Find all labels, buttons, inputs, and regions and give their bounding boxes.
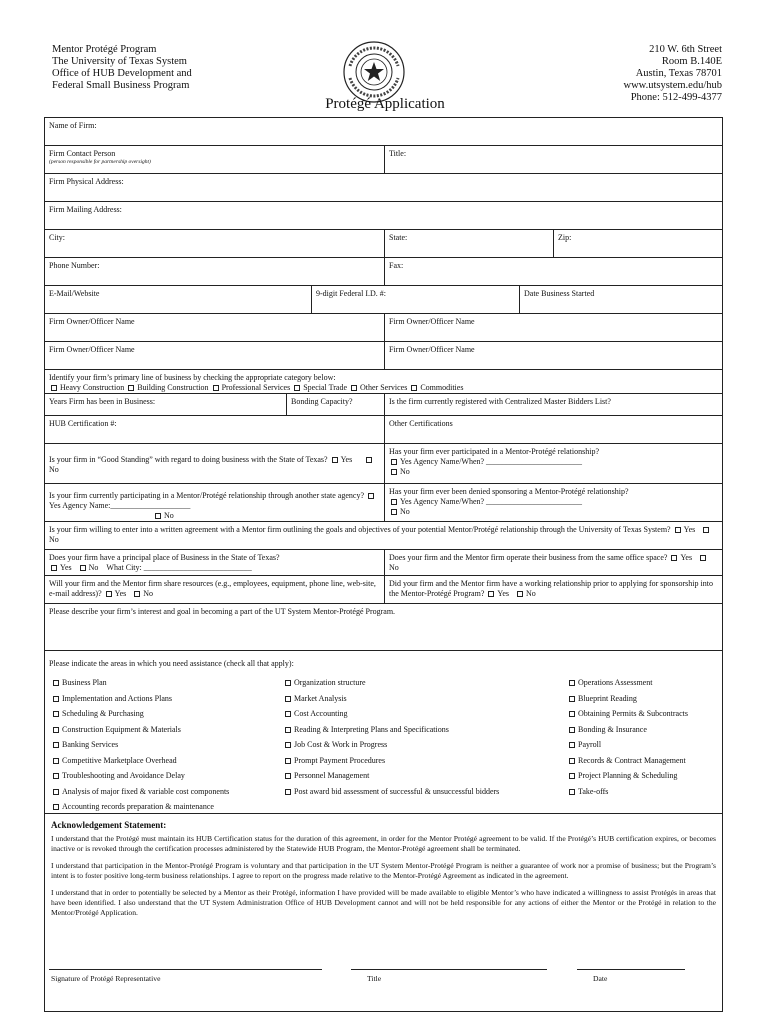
checkbox-yes[interactable] <box>391 459 397 465</box>
system-name: The University of Texas System <box>52 56 187 67</box>
checkbox-no[interactable] <box>80 565 86 571</box>
category-options <box>49 383 718 393</box>
acknowledgement-paragraph: I understand that participation in the Mentor-Protégé Program is voluntary and that participation in the UT System Mentor-Protégé Program is neither a guarantee of work nor a promise of business; but the Program’s intent is to foster positive long-term business relationships. I agree to report on the progress made relative to the Mentor-Protégé Agreement as indicated in the agreement. <box>51 861 716 880</box>
checkbox-no[interactable] <box>155 513 161 519</box>
checkbox[interactable] <box>53 696 59 702</box>
checkbox-no[interactable] <box>391 509 397 515</box>
checkbox-no[interactable] <box>517 591 523 597</box>
assistance-option <box>283 787 499 797</box>
checkbox[interactable] <box>53 789 59 795</box>
good-standing-label: Is your firm in “Good Standing” with regard to doing business with the State of Texas? <box>49 455 328 464</box>
checkbox[interactable] <box>285 680 291 686</box>
program-name: Mentor Protégé Program <box>52 44 157 55</box>
contact-note: (person responsible for partnership oversight) <box>49 159 151 165</box>
checkbox[interactable] <box>53 680 59 686</box>
row-agreement <box>45 522 722 550</box>
checkbox[interactable] <box>53 773 59 779</box>
mp-denied-label: Has your firm ever been denied sponsoring a Mentor-Protégé relationship? <box>389 487 629 496</box>
assistance-option-label: Post award bid assessment of successful & unsuccessful bidders <box>294 786 500 796</box>
room: Room B.140E <box>661 56 722 67</box>
assistance-option <box>283 771 369 781</box>
row-owners-1 <box>45 314 722 342</box>
assistance-option-label: Troubleshooting and Avoidance Delay <box>62 771 185 780</box>
assistance-option <box>567 694 637 704</box>
row-mailing-address <box>45 202 722 230</box>
checkbox[interactable] <box>569 680 575 686</box>
street: 210 W. 6th Street <box>649 44 722 55</box>
row-business-line <box>45 370 722 394</box>
row-years-bonding <box>45 394 722 416</box>
principal-place-field <box>45 550 384 575</box>
signature-label: Signature of Protégé Representative <box>51 974 161 983</box>
assistance-option <box>567 771 677 781</box>
fax-field[interactable] <box>384 258 722 285</box>
mp-current-label: Is your firm currently participating in a Mentor/Protégé relationship through another state agency? <box>49 491 365 500</box>
assistance-option-label: Blueprint Reading <box>578 693 637 703</box>
checkbox-no[interactable] <box>700 555 706 561</box>
title-sig-label: Title <box>367 974 382 983</box>
good-standing-field <box>45 444 384 483</box>
mp-participated-field <box>384 444 722 483</box>
acknowledgement-body <box>45 814 722 1013</box>
category-label: Professional Services <box>221 383 291 392</box>
assistance-option <box>283 725 449 735</box>
bonding-field[interactable] <box>286 394 384 415</box>
no-label: No <box>400 467 410 476</box>
university-seal-icon <box>342 40 406 104</box>
owner-field-2[interactable] <box>384 314 722 341</box>
mailing-address-field[interactable] <box>45 202 722 229</box>
cmbl-field[interactable] <box>384 394 722 415</box>
no-label: No <box>526 589 536 598</box>
checkbox[interactable] <box>411 385 417 391</box>
phone: Phone: 512-499-4377 <box>630 92 722 103</box>
assistance-option-label: Accounting records preparation & maintenance <box>62 802 214 811</box>
date-started-label: Date Business Started <box>524 289 595 298</box>
address-block <box>624 44 722 104</box>
contact-person-field[interactable] <box>45 146 384 173</box>
assistance-option <box>567 678 652 688</box>
assistance-option <box>567 725 647 735</box>
no-label: No <box>49 465 59 474</box>
date-label: Date <box>593 974 608 983</box>
checkbox[interactable] <box>53 711 59 717</box>
hub-cert-field[interactable] <box>45 416 384 443</box>
acknowledgement-section <box>45 814 722 1013</box>
checkbox-no[interactable] <box>134 591 140 597</box>
agreement-field <box>45 522 722 549</box>
assistance-option-label: Cost Accounting <box>294 709 348 718</box>
owner-label-1: Firm Owner/Officer Name <box>49 317 135 326</box>
checkbox[interactable] <box>569 696 575 702</box>
areas-prompt: Please indicate the areas in which you need assistance (check all that apply): <box>49 659 294 668</box>
zip-label: Zip: <box>558 233 572 242</box>
application-form <box>44 117 723 1012</box>
checkbox[interactable] <box>294 385 300 391</box>
assistance-option <box>567 756 686 766</box>
checkbox[interactable] <box>569 789 575 795</box>
agency-short-label: Yes Agency Name:____________________ <box>49 501 191 510</box>
agency-yes-label: Yes Agency Name/When? ________________________ <box>400 457 583 466</box>
working-relationship-label: Did your firm and the Mentor firm have a working relationship prior to applying for sponsorship into the Mentor-Protégé Program? <box>389 579 713 598</box>
assistance-option <box>51 694 172 704</box>
category-label: Other Services <box>360 383 408 392</box>
mp-denied-field <box>384 484 722 521</box>
owner-label-2: Firm Owner/Officer Name <box>389 317 475 326</box>
checkbox[interactable] <box>569 773 575 779</box>
email-field[interactable] <box>45 286 311 313</box>
assistance-option-label: Operations Assessment <box>578 678 653 687</box>
sender-block <box>52 44 192 92</box>
assistance-option-label: Business Plan <box>62 678 107 687</box>
assistance-option-label: Records & Contract Management <box>578 755 686 765</box>
checkbox-no[interactable] <box>703 527 709 533</box>
other-cert-label: Other Certifications <box>389 419 453 428</box>
row-share-resources <box>45 576 722 604</box>
city-state: Austin, Texas 78701 <box>635 68 722 79</box>
checkbox[interactable] <box>51 385 57 391</box>
checkbox[interactable] <box>53 758 59 764</box>
mp-current-field <box>45 484 384 521</box>
no-label: No <box>389 563 399 572</box>
assistance-option-label: Obtaining Permits & Subcontracts <box>578 709 688 718</box>
yes-label: Yes <box>60 563 72 572</box>
yes-label: Yes <box>680 553 693 562</box>
checkbox-yes[interactable] <box>488 591 494 597</box>
agreement-label: Is your firm willing to enter into a written agreement with a Mentor firm outlining the goals and objectives of your potential Mentor/Protégé relationship through the University of Texas System? <box>49 525 671 534</box>
agency-yes-label: Yes Agency Name/When? ________________________ <box>400 497 583 506</box>
row-firm-name <box>45 118 722 146</box>
acknowledgement-paragraph: I understand that in order to potentially be selected by a Mentor as their Protégé, information I have provided will be made available to eligible Mentor’s who have indicated a willingness to assist Protégés in areas that have been identified. I also understand that the UT System Administration Office of HUB Development cannot and will not be held responsible for any actions of either the Mentor or the Protégé in relation to the Mentor/Protégé Application. <box>51 888 716 917</box>
assistance-option <box>567 787 608 797</box>
assistance-option <box>51 787 229 797</box>
row-good-standing <box>45 444 722 484</box>
checkbox[interactable] <box>569 711 575 717</box>
years-label: Years Firm has been in Business: <box>49 397 156 406</box>
row-email-id-date <box>45 286 722 314</box>
bonding-label: Bonding Capacity? <box>291 397 353 406</box>
checkbox[interactable] <box>285 758 291 764</box>
acknowledgement-paragraph: I understand that the Protégé must maintain its HUB Certification status for the duration of this agreement, in order for the Mentor Protégé agreement to be valid. If the Protégé’s HUB certification expires, or becomes inactive or is revoked through the certification processes administered by the Statewide HUB Program, the Mentor-Protégé agreement shall be terminated. <box>51 834 716 853</box>
assistance-option-label: Payroll <box>578 740 602 749</box>
checkbox[interactable] <box>53 804 59 810</box>
checkbox-yes[interactable] <box>391 499 397 505</box>
what-city-label: What City: ___________________________ <box>106 563 252 572</box>
federal-id-label: 9-digit Federal I.D. #: <box>316 289 386 298</box>
firm-name-label: Name of Firm: <box>49 121 97 130</box>
date-line[interactable] <box>577 969 685 970</box>
no-label: No <box>164 511 174 520</box>
row-interest <box>45 604 722 651</box>
email-label: E-Mail/Website <box>49 289 100 298</box>
assistance-option <box>51 740 118 750</box>
state-field[interactable] <box>384 230 553 257</box>
no-label: No <box>400 507 410 516</box>
assistance-option-label: Take-offs <box>578 786 609 796</box>
checkbox[interactable] <box>569 742 575 748</box>
no-label: No <box>49 535 59 544</box>
checkbox[interactable] <box>53 742 59 748</box>
title-field[interactable] <box>384 146 722 173</box>
row-contact <box>45 146 722 174</box>
row-owners-2 <box>45 342 722 370</box>
category-label: Commodities <box>420 383 464 392</box>
assistance-option-label: Project Planning & Scheduling <box>578 771 678 780</box>
checkbox-yes[interactable] <box>332 457 338 463</box>
phone-label: Phone Number: <box>49 261 100 270</box>
mp-participated-label: Has your firm ever participated in a Mentor-Protégé relationship? <box>389 447 599 456</box>
working-relationship-field <box>384 576 722 603</box>
row-certifications <box>45 416 722 444</box>
assistance-option <box>51 802 214 812</box>
assistance-option-label: Construction Equipment & Materials <box>62 724 181 734</box>
checkbox[interactable] <box>351 385 357 391</box>
other-cert-field[interactable] <box>384 416 722 443</box>
same-office-label: Does your firm and the Mentor firm operate their business from the same office space? <box>389 553 668 562</box>
owner-field-3[interactable] <box>45 342 384 369</box>
state-label: State: <box>389 233 408 242</box>
zip-field[interactable] <box>553 230 722 257</box>
yes-label: Yes <box>497 589 510 598</box>
category-label: Special Trade <box>303 383 347 392</box>
assistance-option <box>283 709 348 719</box>
checkbox[interactable] <box>285 789 291 795</box>
checkbox[interactable] <box>213 385 219 391</box>
assistance-option <box>51 709 144 719</box>
owner-label-3: Firm Owner/Officer Name <box>49 345 135 354</box>
checkbox[interactable] <box>285 727 291 733</box>
assistance-option <box>51 725 181 735</box>
fax-label: Fax: <box>389 261 404 270</box>
assistance-option <box>283 694 347 704</box>
page-title: Protégé Application <box>325 96 445 112</box>
assistance-option <box>51 678 107 688</box>
row-assistance-areas <box>45 651 722 814</box>
assistance-option-label: Banking Services <box>62 740 119 749</box>
assistance-areas <box>45 651 722 813</box>
assistance-option-label: Job Cost & Work in Progress <box>294 740 388 749</box>
category-label: Building Construction <box>137 383 209 392</box>
principal-place-label: Does your firm have a principal place of Business in the State of Texas? <box>49 553 280 562</box>
share-resources-label: Will your firm and the Mentor firm share resources (e.g., employees, equipment, phone line, web-site, e-mail address)? <box>49 579 376 598</box>
owner-field-4[interactable] <box>384 342 722 369</box>
title-line[interactable] <box>351 969 547 970</box>
checkbox[interactable] <box>569 758 575 764</box>
assistance-option-label: Competitive Marketplace Overhead <box>62 755 177 765</box>
checkbox-no[interactable] <box>366 457 372 463</box>
acknowledgement-title: Acknowledgement Statement: <box>51 820 167 830</box>
yes-label: Yes <box>340 455 353 464</box>
firm-name-field[interactable] <box>45 118 722 145</box>
checkbox-yes[interactable] <box>51 565 57 571</box>
assistance-option <box>567 740 601 750</box>
checkbox[interactable] <box>128 385 134 391</box>
contact-person-label: Firm Contact Person <box>49 149 116 158</box>
hub-cert-label: HUB Certification #: <box>49 419 117 428</box>
office-name-2: Federal Small Business Program <box>52 80 190 91</box>
city-label: City: <box>49 233 66 242</box>
row-mp-current <box>45 484 722 522</box>
checkbox[interactable] <box>285 773 291 779</box>
assistance-option-label: Reading & Interpreting Plans and Specifications <box>294 724 449 734</box>
signature-line[interactable] <box>49 969 322 970</box>
row-phone-fax <box>45 258 722 286</box>
checkbox-yes[interactable] <box>675 527 681 533</box>
date-started-field[interactable] <box>519 286 722 313</box>
assistance-option-label: Organization structure <box>294 678 366 687</box>
assistance-option <box>51 756 177 766</box>
share-resources-field <box>45 576 384 603</box>
checkbox-yes[interactable] <box>671 555 677 561</box>
assistance-option-label: Implementation and Actions Plans <box>62 693 172 703</box>
checkbox-yes[interactable] <box>368 493 374 499</box>
checkbox[interactable] <box>285 711 291 717</box>
physical-address-field[interactable] <box>45 174 722 201</box>
owner-label-4: Firm Owner/Officer Name <box>389 345 475 354</box>
checkbox-yes[interactable] <box>106 591 112 597</box>
assistance-option <box>283 756 385 766</box>
category-label: Heavy Construction <box>60 383 125 392</box>
checkbox[interactable] <box>285 742 291 748</box>
assistance-option-label: Scheduling & Purchasing <box>62 709 144 718</box>
city-field[interactable] <box>45 230 384 257</box>
assistance-option-label: Market Analysis <box>294 693 347 703</box>
website: www.utsystem.edu/hub <box>623 80 722 91</box>
business-line-label: Identify your firm’s primary line of business by checking the appropriate category below: <box>49 373 336 382</box>
owner-field-1[interactable] <box>45 314 384 341</box>
phone-field[interactable] <box>45 258 384 285</box>
federal-id-field[interactable] <box>311 286 519 313</box>
checkbox[interactable] <box>285 696 291 702</box>
assistance-option-label: Prompt Payment Procedures <box>294 755 386 765</box>
no-label: No <box>88 563 99 572</box>
same-office-field <box>384 550 722 575</box>
assistance-option-label: Analysis of major fixed & variable cost components <box>62 786 230 796</box>
checkbox[interactable] <box>53 727 59 733</box>
checkbox[interactable] <box>569 727 575 733</box>
office-name: Office of HUB Development and <box>52 68 192 79</box>
assistance-option <box>567 709 688 719</box>
assistance-option <box>51 771 185 781</box>
cmbl-label: Is the firm currently registered with Centralized Master Bidders List? <box>389 397 611 406</box>
title-label: Title: <box>389 149 407 158</box>
assistance-option-label: Personnel Management <box>294 771 370 780</box>
mailing-address-label: Firm Mailing Address: <box>49 205 122 214</box>
interest-field[interactable] <box>45 604 722 650</box>
physical-address-label: Firm Physical Address: <box>49 177 124 186</box>
yes-label: Yes <box>683 525 696 534</box>
years-field[interactable] <box>45 394 286 415</box>
assistance-option-label: Bonding & Insurance <box>578 724 647 734</box>
interest-label: Please describe your firm’s interest and goal in becoming a part of the UT System Mentor-Protégé Program. <box>49 607 396 616</box>
yes-label: Yes <box>114 589 127 598</box>
checkbox-no[interactable] <box>391 469 397 475</box>
row-city-state-zip <box>45 230 722 258</box>
row-principal-place <box>45 550 722 576</box>
row-physical-address <box>45 174 722 202</box>
no-label: No <box>143 589 154 598</box>
assistance-option <box>283 740 387 750</box>
assistance-option <box>283 678 366 688</box>
business-line-field <box>45 370 722 393</box>
